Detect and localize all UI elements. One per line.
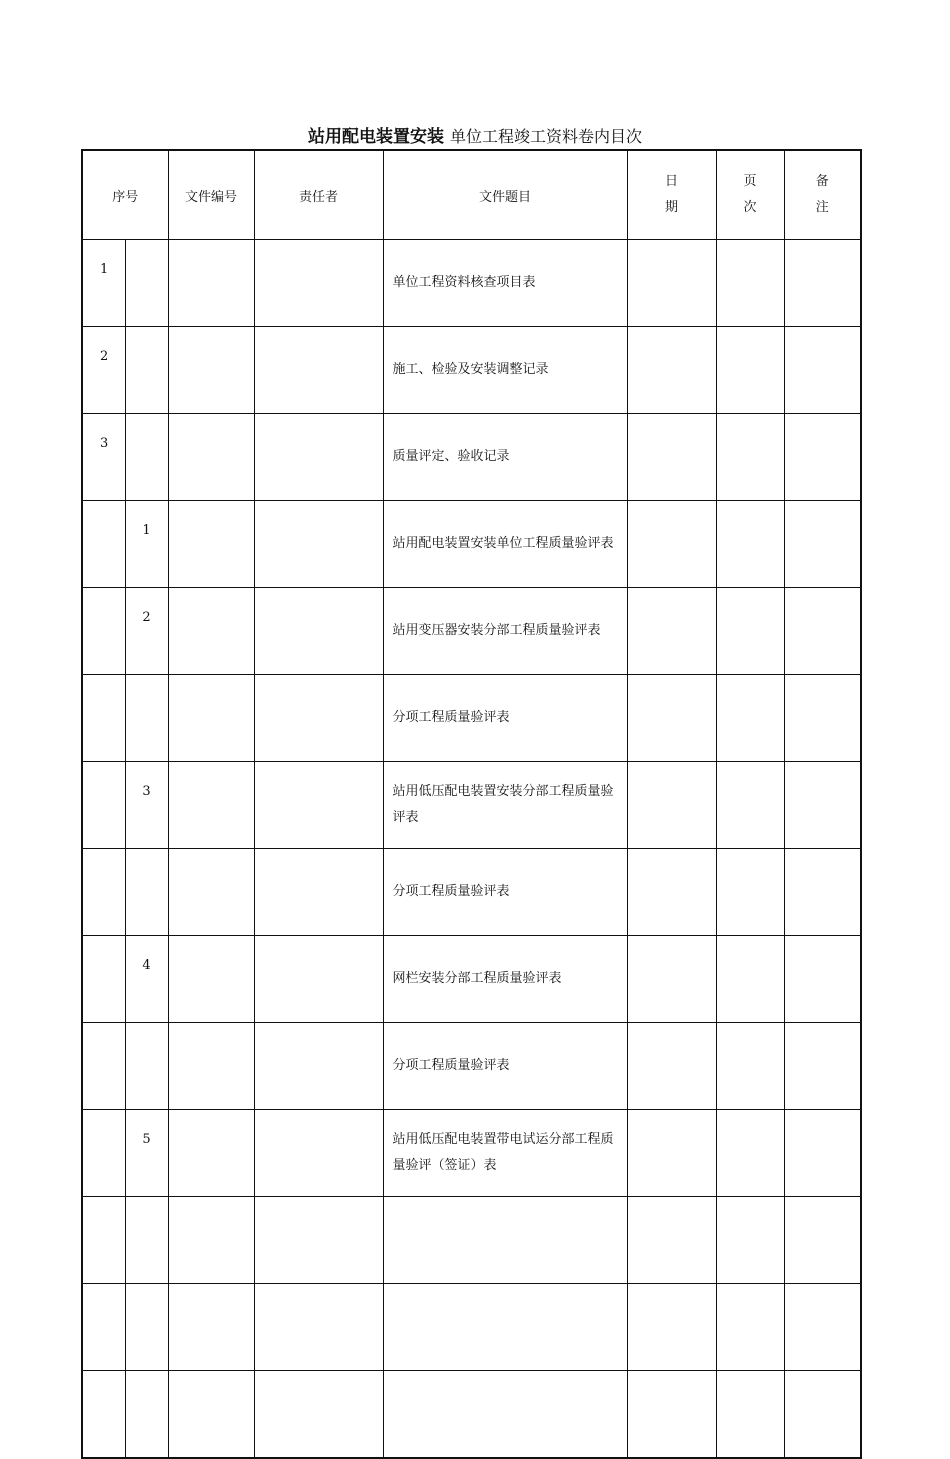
row-doc-no (168, 240, 254, 327)
row-seq-sub (125, 1284, 168, 1371)
row-page (716, 1023, 784, 1110)
header-row (82, 150, 861, 240)
row-date (627, 588, 716, 675)
row-page (716, 588, 784, 675)
row-seq-main (82, 675, 125, 762)
row-title: 质量评定、验收记录 (383, 414, 627, 501)
row-page (716, 1110, 784, 1197)
row-title (383, 1197, 627, 1284)
row-note (784, 501, 861, 588)
row-doc-no (168, 588, 254, 675)
table-row (82, 1197, 861, 1284)
header-page-char-2: 次 (743, 200, 757, 215)
row-date (627, 936, 716, 1023)
document-title (0, 124, 950, 150)
row-page (716, 1197, 784, 1284)
row-note (784, 1371, 861, 1459)
row-owner (254, 1110, 383, 1197)
row-doc-no (168, 501, 254, 588)
row-seq-main (82, 762, 125, 849)
row-seq-main (82, 849, 125, 936)
row-owner (254, 1197, 383, 1284)
row-seq-sub: 2 (125, 588, 168, 675)
row-date (627, 501, 716, 588)
table-row (82, 240, 861, 327)
row-page (716, 762, 784, 849)
row-seq-main (82, 1197, 125, 1284)
row-title: 分项工程质量验评表 (383, 849, 627, 936)
row-seq-main: 1 (82, 240, 125, 327)
row-owner (254, 1284, 383, 1371)
row-title: 施工、检验及安装调整记录 (383, 327, 627, 414)
row-note (784, 240, 861, 327)
table-row (82, 675, 861, 762)
row-doc-no (168, 1371, 254, 1459)
row-page (716, 501, 784, 588)
table-row (82, 1371, 861, 1459)
row-seq-sub (125, 675, 168, 762)
row-doc-no (168, 1110, 254, 1197)
title-bold: 站用配电装置安装 (307, 127, 444, 147)
row-seq-sub: 3 (125, 762, 168, 849)
row-owner (254, 588, 383, 675)
row-title: 站用低压配电装置带电试运分部工程质量验评（签证）表 (383, 1110, 627, 1197)
row-seq-sub: 5 (125, 1110, 168, 1197)
table-row (82, 1023, 861, 1110)
row-note (784, 849, 861, 936)
row-title: 网栏安装分部工程质量验评表 (383, 936, 627, 1023)
row-seq-sub (125, 1197, 168, 1284)
table-row (82, 1110, 861, 1197)
row-title: 站用配电装置安装单位工程质量验评表 (383, 501, 627, 588)
row-page (716, 240, 784, 327)
row-date (627, 1023, 716, 1110)
contents-table (81, 149, 862, 1459)
table-row (82, 1284, 861, 1371)
header-seq: 序号 (82, 150, 168, 240)
table-row (82, 588, 861, 675)
header-page-char-1: 页 (743, 174, 757, 189)
row-title: 分项工程质量验评表 (383, 675, 627, 762)
header-owner: 责任者 (254, 150, 383, 240)
row-note (784, 675, 861, 762)
row-title: 站用变压器安装分部工程质量验评表 (383, 588, 627, 675)
row-note (784, 414, 861, 501)
row-date (627, 327, 716, 414)
row-page (716, 675, 784, 762)
row-note (784, 936, 861, 1023)
row-date (627, 240, 716, 327)
row-page (716, 936, 784, 1023)
row-seq-sub (125, 1023, 168, 1110)
row-date (627, 1284, 716, 1371)
row-seq-main (82, 936, 125, 1023)
row-date (627, 1197, 716, 1284)
row-owner (254, 327, 383, 414)
row-note (784, 327, 861, 414)
row-seq-sub (125, 849, 168, 936)
table-row (82, 501, 861, 588)
header-doc-title: 文件题目 (383, 150, 627, 240)
row-page (716, 1371, 784, 1459)
header-date-char-1: 日 (665, 174, 679, 189)
row-owner (254, 240, 383, 327)
row-page (716, 849, 784, 936)
header-date (627, 150, 716, 240)
row-doc-no (168, 936, 254, 1023)
row-seq-main: 3 (82, 414, 125, 501)
row-doc-no (168, 675, 254, 762)
row-doc-no (168, 849, 254, 936)
table-row (82, 849, 861, 936)
row-title (383, 1284, 627, 1371)
row-doc-no (168, 414, 254, 501)
row-page (716, 1284, 784, 1371)
row-seq-sub (125, 414, 168, 501)
row-note (784, 1110, 861, 1197)
row-doc-no (168, 762, 254, 849)
row-owner (254, 414, 383, 501)
row-owner (254, 849, 383, 936)
row-seq-main (82, 588, 125, 675)
row-date (627, 762, 716, 849)
row-seq-main: 2 (82, 327, 125, 414)
row-doc-no (168, 1284, 254, 1371)
row-seq-sub (125, 1371, 168, 1459)
row-date (627, 849, 716, 936)
row-page (716, 414, 784, 501)
row-owner (254, 762, 383, 849)
row-doc-no (168, 1197, 254, 1284)
row-owner (254, 1023, 383, 1110)
header-note-char-1: 备 (815, 174, 829, 189)
row-seq-main (82, 1110, 125, 1197)
row-title (383, 1371, 627, 1459)
row-date (627, 1371, 716, 1459)
row-note (784, 1197, 861, 1284)
row-doc-no (168, 327, 254, 414)
header-page (716, 150, 784, 240)
row-seq-sub: 1 (125, 501, 168, 588)
header-date-char-2: 期 (665, 200, 679, 215)
table-row (82, 327, 861, 414)
row-seq-main (82, 1284, 125, 1371)
header-note-char-2: 注 (815, 200, 829, 215)
table-row (82, 762, 861, 849)
row-seq-sub (125, 327, 168, 414)
row-owner (254, 675, 383, 762)
row-note (784, 1284, 861, 1371)
row-seq-sub (125, 240, 168, 327)
row-title: 分项工程质量验评表 (383, 1023, 627, 1110)
row-owner (254, 501, 383, 588)
header-doc-no: 文件编号 (168, 150, 254, 240)
row-note (784, 1023, 861, 1110)
row-seq-main (82, 1023, 125, 1110)
row-seq-main (82, 1371, 125, 1459)
header-note (784, 150, 861, 240)
row-seq-sub: 4 (125, 936, 168, 1023)
row-title: 站用低压配电装置安装分部工程质量验评表 (383, 762, 627, 849)
row-note (784, 762, 861, 849)
row-seq-main (82, 501, 125, 588)
row-date (627, 1110, 716, 1197)
row-doc-no (168, 1023, 254, 1110)
title-normal: 单位工程竣工资料卷内目次 (449, 127, 642, 146)
table-row (82, 936, 861, 1023)
row-page (716, 327, 784, 414)
table-row (82, 414, 861, 501)
row-owner (254, 936, 383, 1023)
row-note (784, 588, 861, 675)
row-owner (254, 1371, 383, 1459)
row-title: 单位工程资料核查项目表 (383, 240, 627, 327)
row-date (627, 675, 716, 762)
row-date (627, 414, 716, 501)
